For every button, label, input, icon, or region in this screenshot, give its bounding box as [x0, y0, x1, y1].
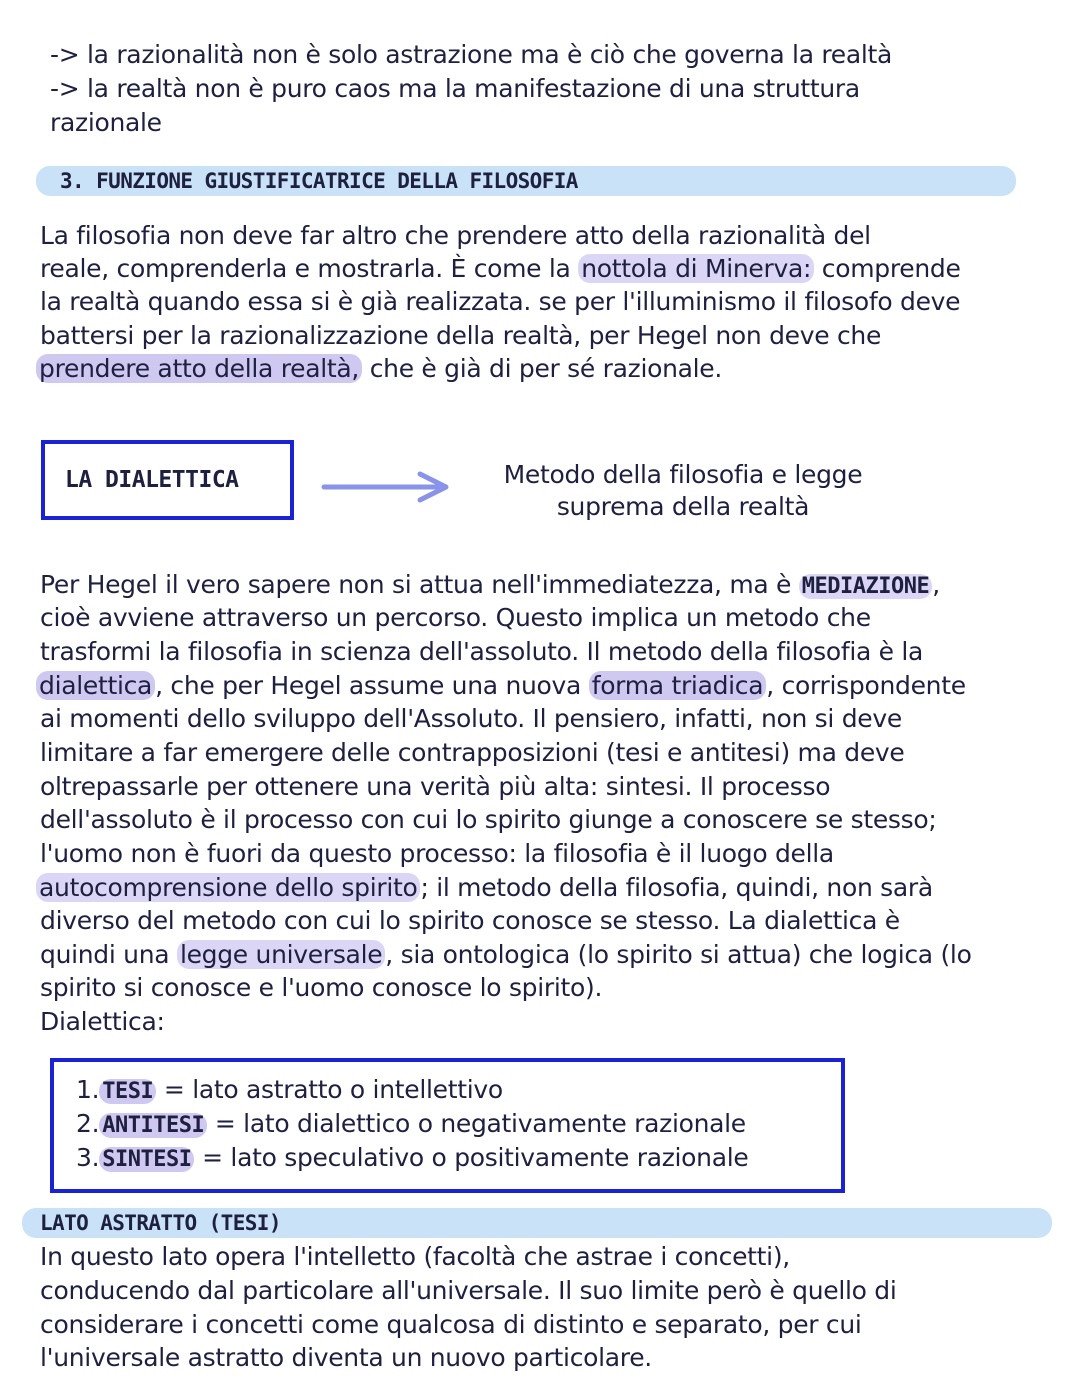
- body-line-11: diverso del metodo con cui lo spirito conosce se stesso. La dialettica è: [40, 906, 900, 935]
- section3-line-3: la realtà quando essa si è già realizzata. se per l'illuminismo il filosofo deve: [40, 287, 961, 316]
- triad-term-sintesi: SINTESI: [99, 1147, 194, 1172]
- dialettica-desc-1: Metodo della filosofia e legge: [503, 460, 863, 489]
- lato-heading: LATO ASTRATTO (TESI): [40, 1211, 281, 1235]
- body-line-4: [36, 669, 966, 703]
- body-line-13: spirito si conosce e l'uomo conosce lo spirito).: [40, 973, 603, 1002]
- intro-line-1: -> la razionalità non è solo astrazione ma è ciò che governa la realtà: [50, 40, 893, 69]
- lato-line-4: l'universale astratto diventa un nuovo particolare.: [40, 1343, 652, 1372]
- highlight-nottola: nottola di Minerva:: [578, 254, 814, 283]
- dialettica-desc-2: suprema della realtà: [556, 492, 810, 521]
- triad-box: [50, 1058, 845, 1193]
- text: ,: [932, 570, 940, 599]
- section-heading-bar: [36, 166, 1016, 196]
- intro-line-3: razionale: [50, 108, 162, 137]
- highlight-mediazione: MEDIAZIONE: [799, 574, 932, 599]
- highlight-legge-universale: legge universale: [177, 940, 385, 969]
- section3-line-4: battersi per la razionalizzazione della realtà, per Hegel non deve che: [40, 321, 882, 350]
- text: che è già di per sé razionale.: [362, 354, 723, 383]
- highlight-forma-triadica: forma triadica: [589, 671, 767, 700]
- lato-line-2: conducendo dal particolare all'universale. Il suo limite però è quello di: [40, 1276, 897, 1305]
- text: Per Hegel il vero sapere non si attua nell'immediatezza, ma è: [40, 570, 799, 599]
- text: , corrispondente: [766, 671, 966, 700]
- intro-line-2: -> la realtà non è puro caos ma la manifestazione di una struttura: [50, 74, 860, 103]
- text: reale, comprenderla e mostrarla. È come la: [40, 254, 579, 283]
- lato-heading-bar: [22, 1208, 1052, 1238]
- body-line-10: [36, 871, 933, 905]
- lato-line-3: considerare i concetti come qualcosa di distinto e separato, per cui: [40, 1310, 862, 1339]
- triad-number: 2.: [76, 1109, 100, 1138]
- triad-term-antitesi: ANTITESI: [99, 1113, 207, 1138]
- triad-definition: = lato speculativo o positivamente razionale: [202, 1143, 749, 1172]
- dialettica-title: LA DIALETTICA: [65, 467, 239, 493]
- body-line-8: dell'assoluto è il processo con cui lo spirito giunge a conoscere se stesso;: [40, 805, 937, 834]
- highlight-autocomprensione: autocomprensione dello spirito: [36, 873, 420, 902]
- body-line-2: cioè avviene attraverso un percorso. Questo implica un metodo che: [40, 603, 871, 632]
- triad-item-3: [76, 1141, 748, 1177]
- dialettica-title-box: [41, 440, 294, 520]
- body-line-14: Dialettica:: [40, 1007, 165, 1036]
- section3-line-1: La filosofia non deve far altro che prendere atto della razionalità del: [40, 221, 871, 250]
- body-line-12: [40, 938, 972, 972]
- triad-number: 1.: [76, 1075, 100, 1104]
- highlight-prendere-atto: prendere atto della realtà,: [36, 354, 362, 383]
- body-line-9: l'uomo non è fuori da questo processo: la filosofia è il luogo della: [40, 839, 834, 868]
- highlight-dialettica: dialettica: [36, 671, 155, 700]
- lato-line-1: In questo lato opera l'intelletto (facoltà che astrae i concetti),: [40, 1242, 790, 1271]
- section3-line-5: [36, 352, 722, 386]
- body-line-3: trasformi la filosofia in scienza dell'assoluto. Il metodo della filosofia è la: [40, 637, 924, 666]
- section3-line-2: [40, 252, 961, 286]
- section-heading: 3. FUNZIONE GIUSTIFICATRICE DELLA FILOSOFIA: [60, 169, 578, 193]
- body-line-6: limitare a far emergere delle contrapposizioni (tesi e antitesi) ma deve: [40, 738, 905, 767]
- body-line-7: oltrepassarle per ottenere una verità più alta: sintesi. Il processo: [40, 772, 831, 801]
- text: , che per Hegel assume una nuova: [155, 671, 589, 700]
- body-line-5: ai momenti dello sviluppo dell'Assoluto. Il pensiero, infatti, non si deve: [40, 704, 902, 733]
- triad-number: 3.: [76, 1143, 100, 1172]
- triad-term-tesi: TESI: [99, 1079, 156, 1104]
- triad-definition: = lato dialettico o negativamente razionale: [214, 1109, 746, 1138]
- triad-definition: = lato astratto o intellettivo: [163, 1075, 503, 1104]
- text: quindi una: [40, 940, 177, 969]
- arrow-right-icon: [320, 468, 454, 508]
- text: , sia ontologica (lo spirito si attua) che logica (lo: [385, 940, 972, 969]
- body-line-1: [40, 568, 940, 604]
- triad-item-2: [76, 1107, 746, 1143]
- text: ; il metodo della filosofia, quindi, non sarà: [420, 873, 933, 902]
- triad-item-1: [76, 1073, 503, 1109]
- text: comprende: [814, 254, 961, 283]
